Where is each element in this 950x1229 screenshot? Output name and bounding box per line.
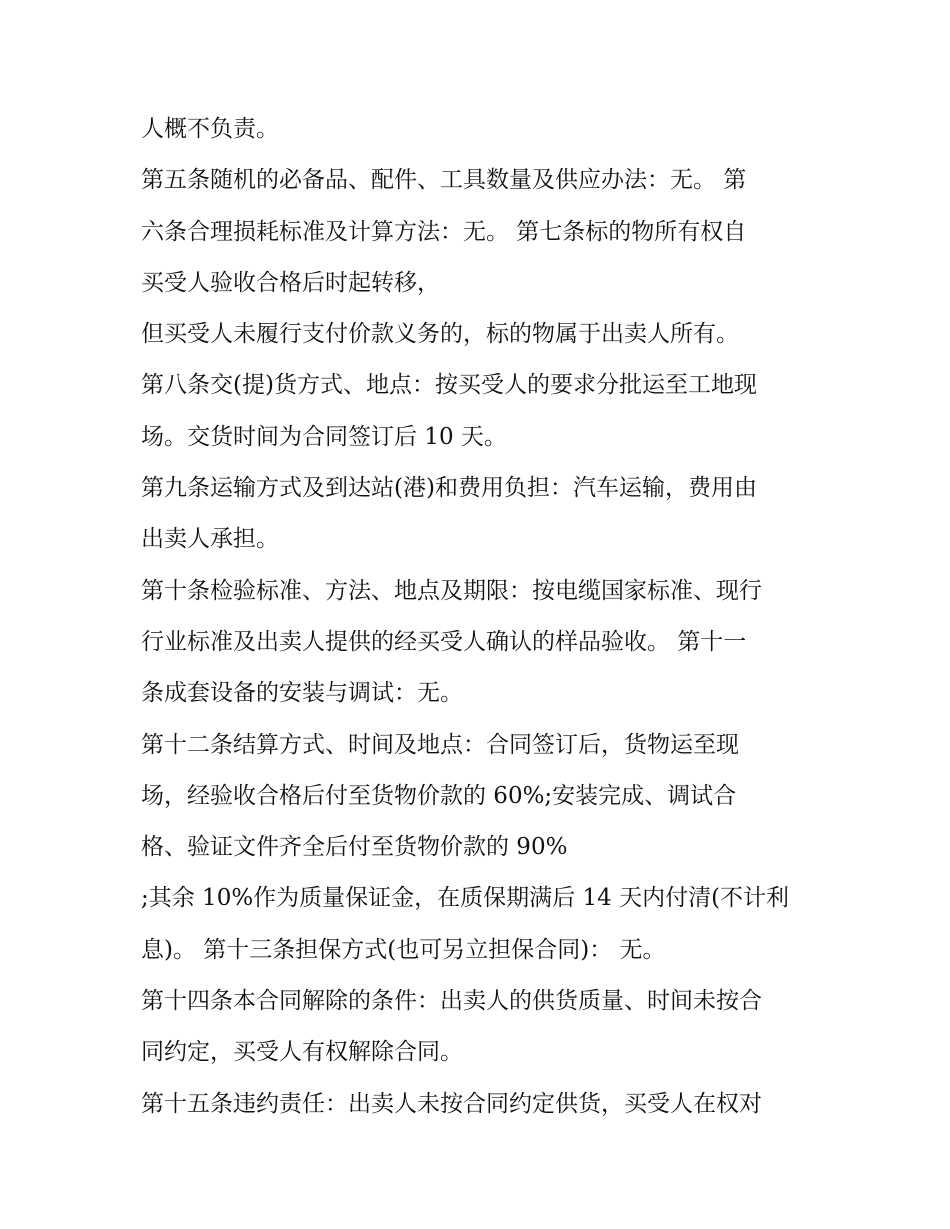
text-line: 息)。 第十三条担保方式(也可另立担保合同)： 无。 [141, 936, 666, 963]
text-line: ;其余 10%作为质量保证金，在质保期满后 14 天内付清(不计利 [141, 885, 790, 912]
text-line: 第十四条本合同解除的条件：出卖人的供货质量、时间未按合 [141, 988, 762, 1015]
text-line: 人概不负责。 [141, 116, 279, 142]
text-line: 同约定，买受人有权解除合同。 [141, 1039, 463, 1066]
text-line: 场，经验收合格后付至货物价款的 60%;安装完成、调试合 [141, 782, 737, 809]
text-line: 第十条检验标准、方法、地点及期限：按电缆国家标准、现行 [141, 577, 762, 604]
text-line: 格、验证文件齐全后付至货物价款的 90% [141, 834, 568, 861]
text-line: 第九条运输方式及到达站(港)和费用负担：汽车运输，费用由 [141, 475, 757, 502]
text-line: 第十二条结算方式、时间及地点：合同签订后，货物运至现 [141, 731, 739, 758]
text-line: 但买受人未履行支付价款义务的，标的物属于出卖人所有。 [141, 321, 739, 348]
text-line: 买受人验收合格后时起转移， [141, 269, 440, 296]
text-line: 条成套设备的安装与调试：无。 [141, 680, 463, 707]
text-line: 出卖人承担。 [141, 526, 279, 553]
text-line: 第五条随机的必备品、配件、工具数量及供应办法：无。 第 [141, 167, 747, 194]
text-line: 场。交货时间为合同签订后 10 天。 [141, 423, 507, 450]
text-line: 六条合理损耗标准及计算方法：无。 第七条标的物所有权自 [141, 218, 747, 245]
text-line: 第八条交(提)货方式、地点：按买受人的要求分批运至工地现 [141, 372, 757, 399]
text-line: 行业标准及出卖人提供的经买受人确认的样品验收。 第十一 [141, 628, 747, 655]
contract-text [141, 107, 831, 1133]
text-line: 第十五条违约责任：出卖人未按合同约定供货，买受人在权对 [141, 1090, 762, 1117]
